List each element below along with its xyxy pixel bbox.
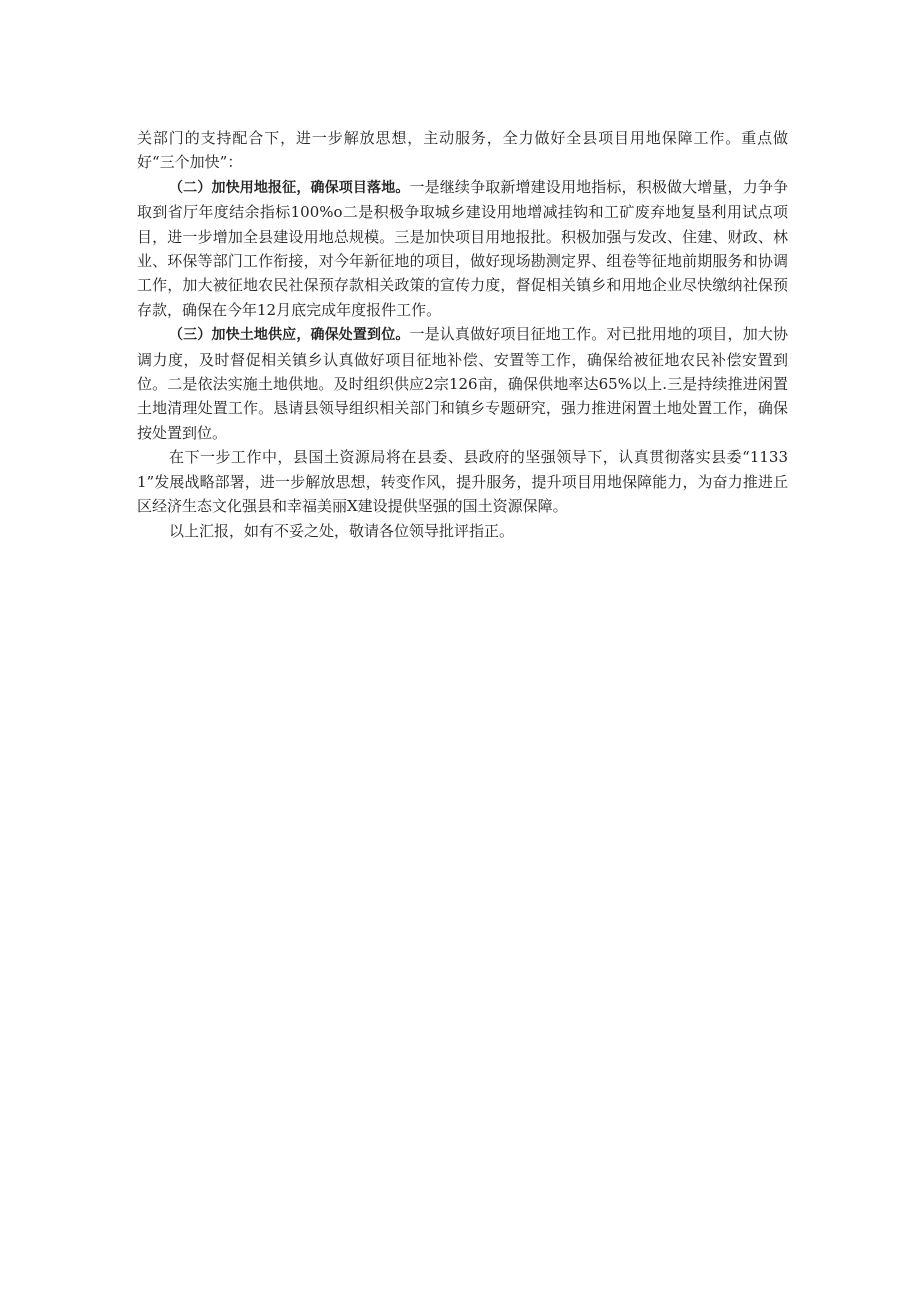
paragraph-section-3 <box>137 322 788 445</box>
paragraph-next-steps: 在下一步工作中，县国土资源局将在县委、县政府的坚强领导下，认真贯彻落实县委“11331”发展战略部署，进一步解放思想，转变作风，提升服务，提升项目用地保障能力，为奋力推进丘区经济生态文化强县和幸福美丽X建设提供坚强的国土资源保障。 <box>137 448 788 516</box>
section-3-body: 一是认真做好项目征地工作。对已批用地的项目，加大协调力度，及时督促相关镇乡认真做好项目征地补偿、安置等工作，确保给被征地农民补偿安置到位。二是依法实施土地供地。及时组织供应2宗126亩，确保供地率达65%以上.三是持续推进闲置土地清理处置工作。恳请县领导组织相关部门和镇乡专题研究，强力推进闲置土地处置工作，确保按处置到位。 <box>137 325 788 442</box>
paragraph-section-2 <box>137 175 788 322</box>
section-3-heading: （三）加快土地供应，确保处置到位。 <box>169 327 410 344</box>
paragraph-closing: 以上汇报，如有不妥之处，敬请各位领导批评指正。 <box>169 521 515 540</box>
section-2-body: 一是继续争取新增建设用地指标，积极做大增量，力争争取到省厅年度结余指标100%o二是积极争取城乡建设用地增减挂钩和工矿废弃地复垦利用试点项目，进一步增加全县建设用地总规模。三是加快项目用地报批。积极加强与发改、住建、财政、林业、环保等部门工作衔接，对今年新征地的项目，做好现场勘测定界、组卷等征地前期服务和协调工作，加大被征地农民社保预存款相关政策的宣传力度，督促相关镇乡和用地企业尽快缴纳社保预存款，确保在今年12月底完成年度报件工作。 <box>137 177 788 319</box>
section-2-heading: （二）加快用地报征，确保项目落地。 <box>169 179 410 196</box>
document-page <box>137 126 788 543</box>
paragraph-intro: 关部门的支持配合下，进一步解放思想，主动服务，全力做好全县项目用地保障工作。重点做好“三个加快”： <box>137 129 788 172</box>
